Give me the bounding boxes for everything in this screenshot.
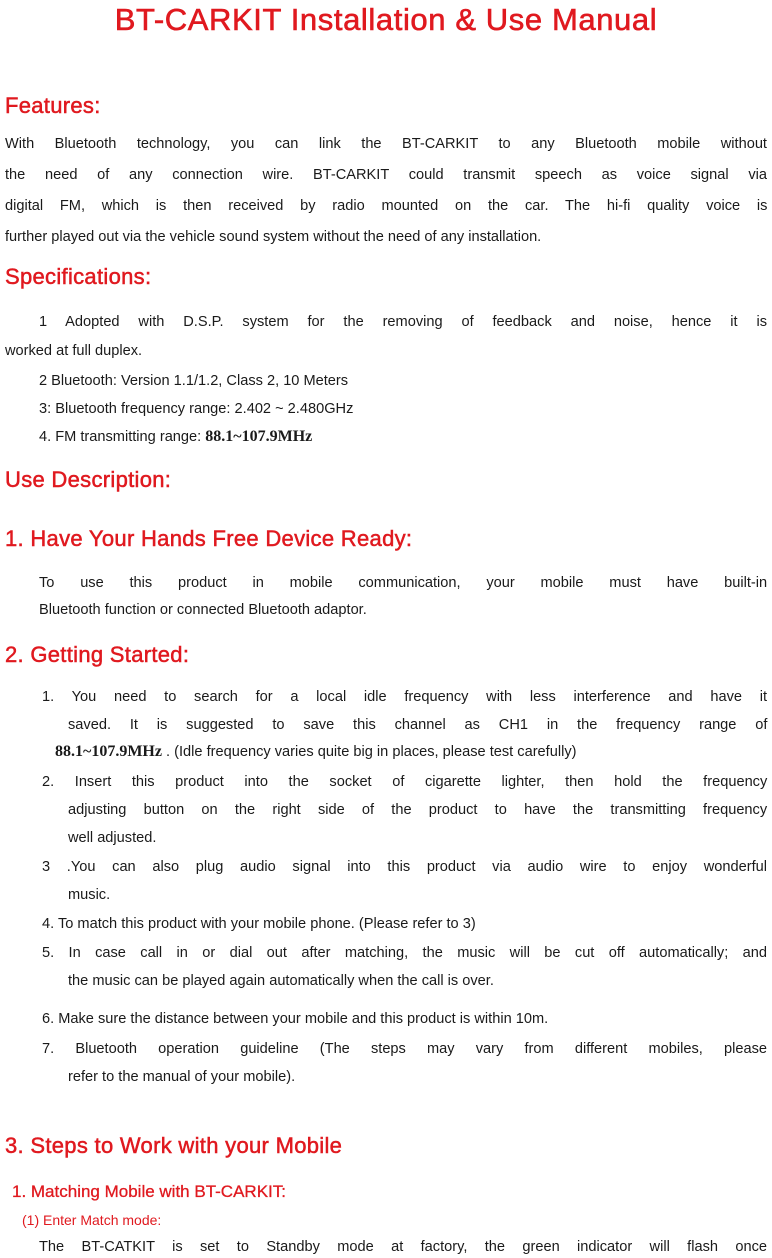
getting-started-1-line-2: saved. It is suggested to save this channel as CH1 in the frequency range of xyxy=(68,717,768,733)
getting-started-7-line-1: 7. Bluetooth operation guideline (The steps may vary from different mobiles, please xyxy=(42,1041,767,1057)
matching-subheading: 1. Matching Mobile with BT-CARKIT: xyxy=(12,1182,286,1201)
getting-started-2-line-1: 2. Insert this product into the socket of cigarette lighter, then hold the frequency xyxy=(42,774,768,790)
features-line-4: further played out via the vehicle sound system without the need of any installation. xyxy=(5,229,542,245)
fm-range-value: 88.1~107.9MHz xyxy=(205,428,313,445)
getting-started-3-line-2: music. xyxy=(68,887,111,903)
use-description-heading: Use Description: xyxy=(5,467,172,492)
features-heading: Features: xyxy=(5,93,101,118)
spec-item-4-label: 4. FM transmitting range: xyxy=(39,429,206,445)
spec-item-3: 3: Bluetooth frequency range: 2.402 ~ 2.480GHz xyxy=(39,401,354,417)
features-line-1: With Bluetooth technology, you can link the BT-CARKIT to any Bluetooth mobile without xyxy=(5,136,767,152)
document-title: BT-CARKIT Installation & Use Manual xyxy=(114,2,658,37)
match-mode-paragraph-line-1: The BT-CATKIT is set to Standby mode at factory, the green indicator will flash once xyxy=(39,1239,767,1255)
features-line-2: the need of any connection wire. BT-CARKIT could transmit speech as voice signal via xyxy=(5,167,767,183)
idle-frequency-range: 88.1~107.9MHz xyxy=(55,743,162,760)
spec-item-2: 2 Bluetooth: Version 1.1/1.2, Class 2, 10 Meters xyxy=(39,373,349,389)
spec-item-4 xyxy=(39,428,312,446)
getting-started-2-line-2: adjusting button on the right side of the product to have the transmitting frequency xyxy=(68,802,768,818)
specifications-heading: Specifications: xyxy=(5,264,152,289)
spec-item-1-line-2: worked at full duplex. xyxy=(5,343,143,359)
spec-item-1-line-1: 1 Adopted with D.S.P. system for the removing of feedback and noise, hence it is xyxy=(39,314,767,330)
idle-frequency-note: . (Idle frequency varies quite big in places, please test carefully) xyxy=(161,744,577,760)
getting-started-6: 6. Make sure the distance between your mobile and this product is within 10m. xyxy=(42,1011,549,1027)
section-1-line-2: Bluetooth function or connected Bluetooth adaptor. xyxy=(39,602,367,618)
enter-match-mode-subheading: (1) Enter Match mode: xyxy=(22,1212,162,1228)
getting-started-4: 4. To match this product with your mobile phone. (Please refer to 3) xyxy=(42,916,476,932)
getting-started-5-line-2: the music can be played again automatically when the call is over. xyxy=(68,973,494,989)
section-3-heading: 3. Steps to Work with your Mobile xyxy=(5,1133,343,1158)
features-line-3: digital FM, which is then received by radio mounted on the car. The hi-fi quality voice is xyxy=(5,198,768,214)
section-2-heading: 2. Getting Started: xyxy=(5,642,190,667)
getting-started-3-line-1: 3 .You can also plug audio signal into this product via audio wire to enjoy wonderful xyxy=(42,859,767,875)
section-1-line-1: To use this product in mobile communication, your mobile must have built-in xyxy=(39,575,768,591)
getting-started-5-line-1: 5. In case call in or dial out after matching, the music will be cut off automatically; and xyxy=(42,945,767,961)
section-1-heading: 1. Have Your Hands Free Device Ready: xyxy=(5,526,413,551)
getting-started-1-line-1: 1. You need to search for a local idle frequency with less interference and have it xyxy=(42,689,768,705)
getting-started-1-line-3 xyxy=(55,743,576,761)
getting-started-7-line-2: refer to the manual of your mobile). xyxy=(68,1069,296,1085)
getting-started-2-line-3: well adjusted. xyxy=(68,830,157,846)
